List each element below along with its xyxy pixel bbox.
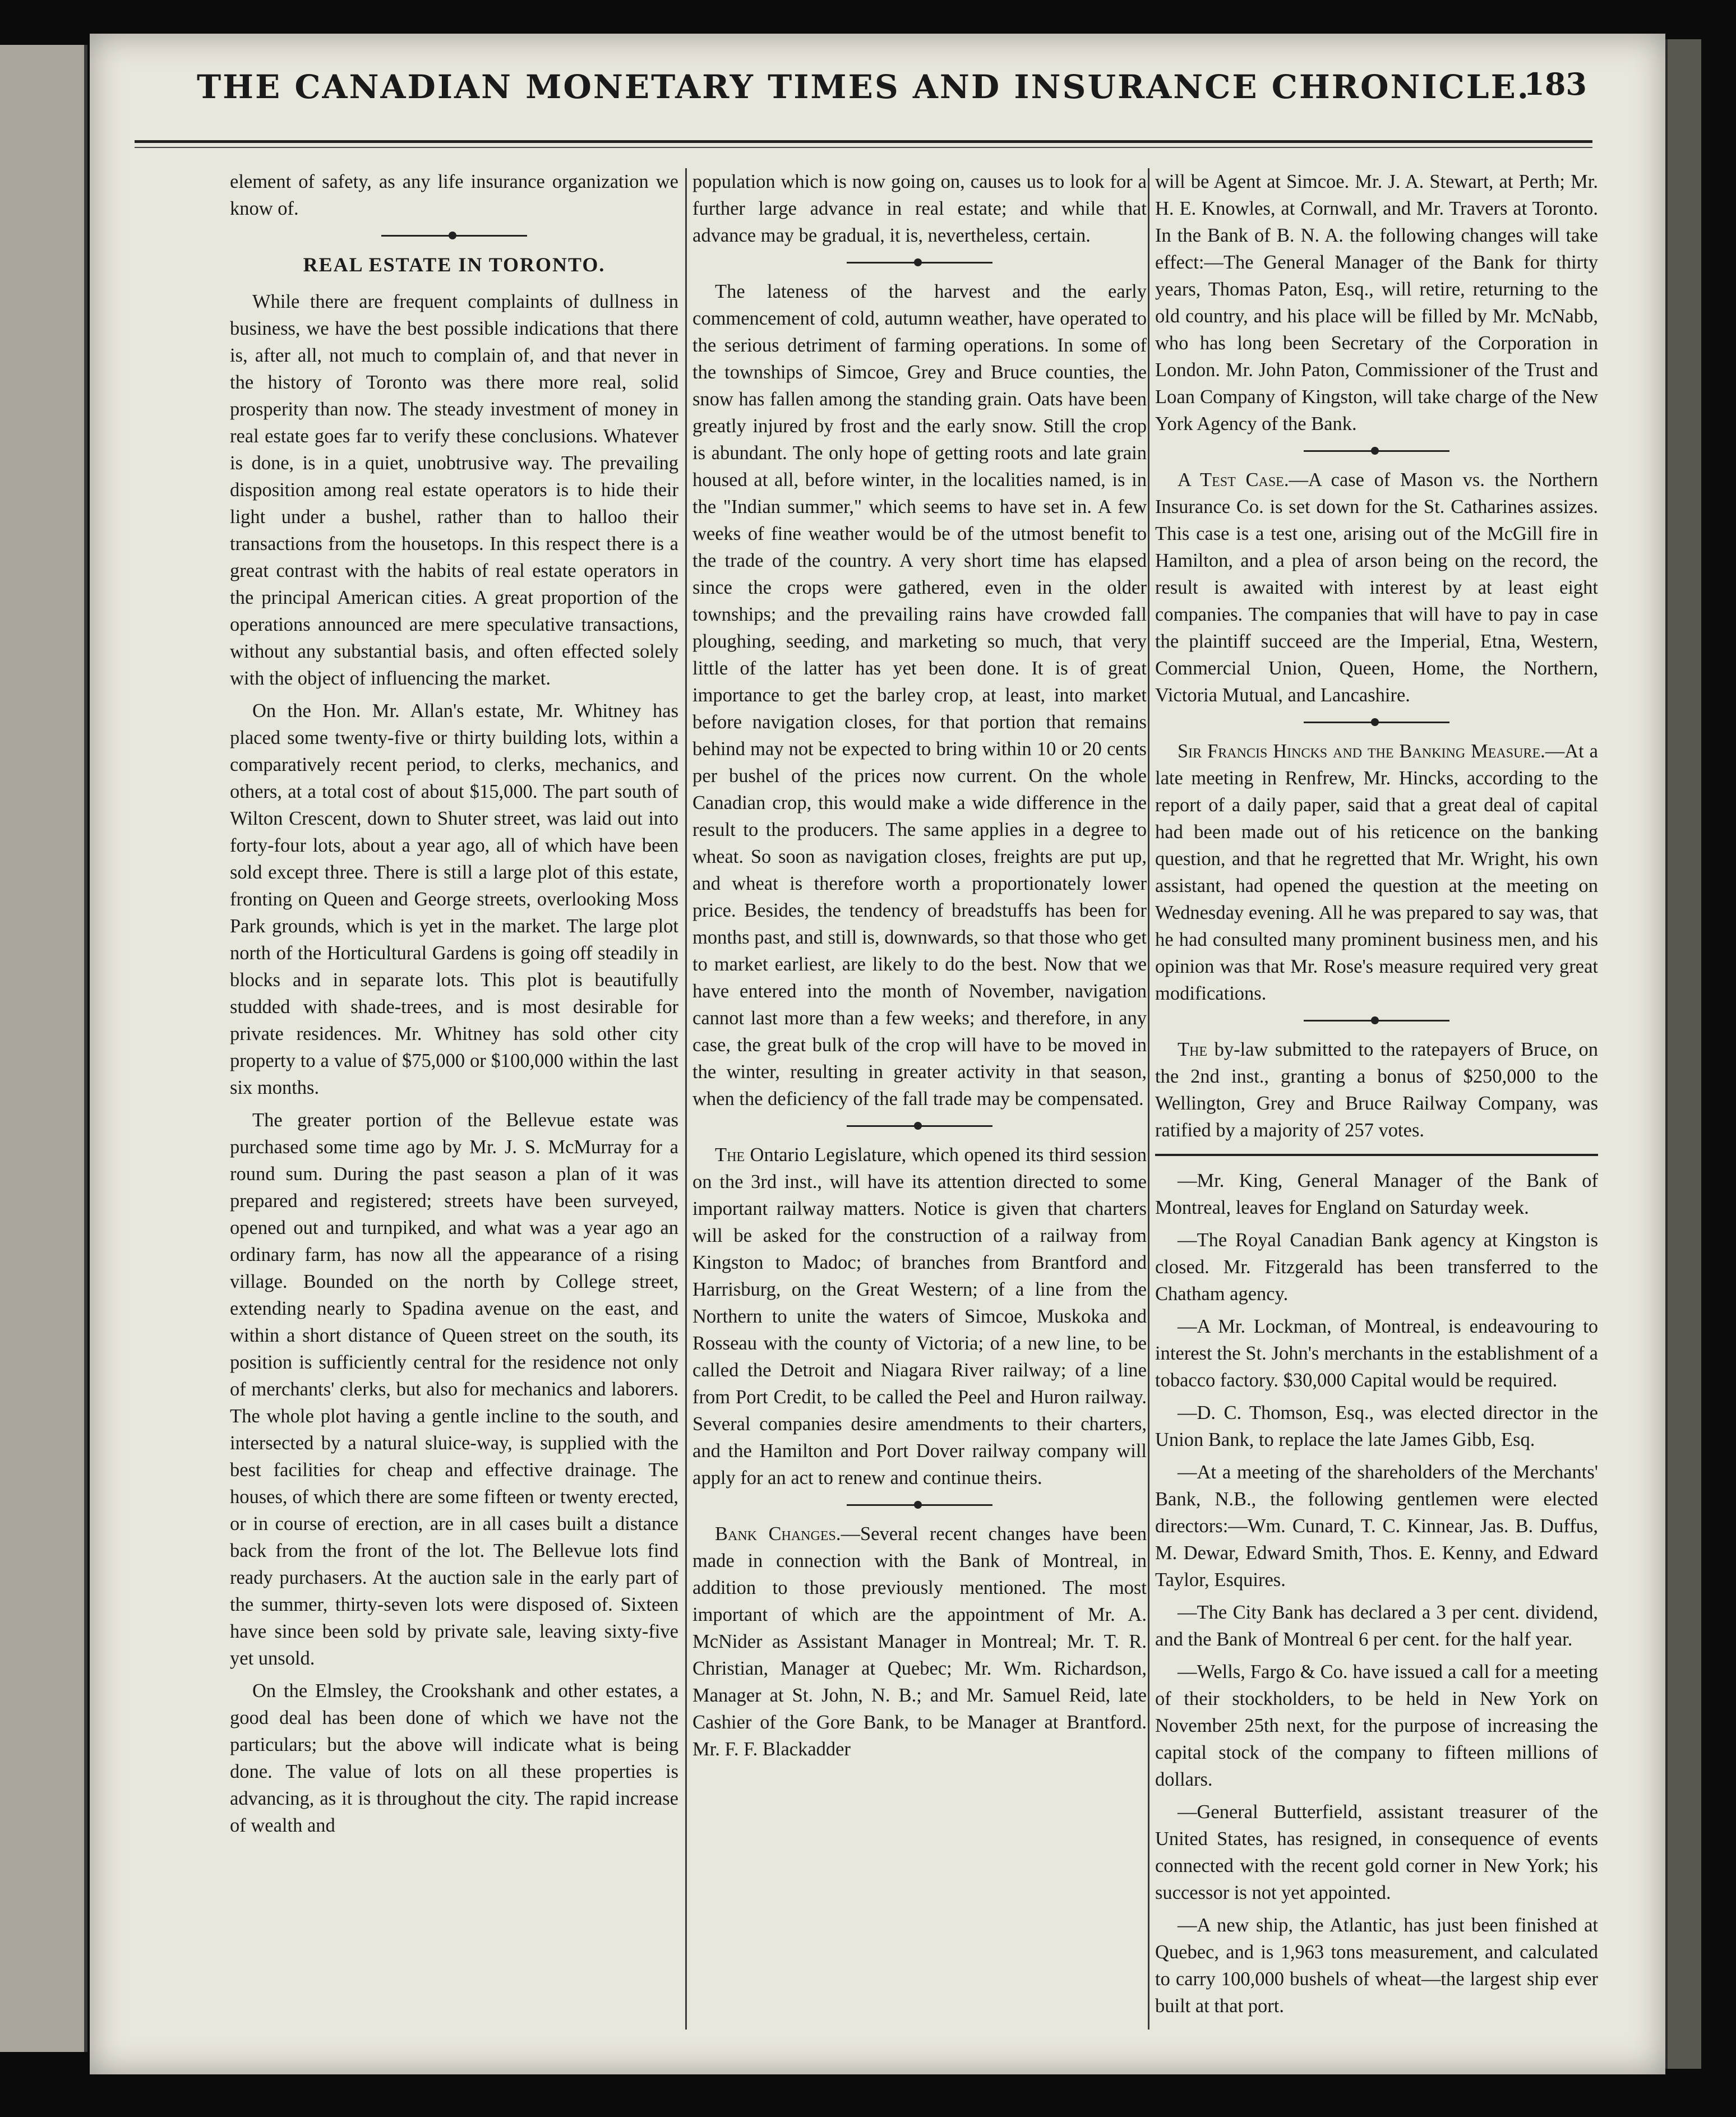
column-divider-1: [685, 168, 687, 2030]
lead-in: Bank Changes.: [715, 1523, 841, 1545]
paragraph-body: —Several recent changes have been made in connection with the Bank of Montreal, in addition to those previously mentioned. The most important of which are the appointment of Mr. A. McNider as Assistant Manager in Montreal; Mr. T. R. Christian, Manager at Quebec; Mr. Wm. Richardson, Manager at St. John, N. B.; and Mr. Samuel Reid, late Cashier of the Gore Bank, to be Manager at Brantford. Mr. F. F. Blackadder: [692, 1523, 1147, 1760]
paragraph-body: —A case of Mason vs. the Northern Insurance Co. is set down for the St. Catharines assizes. This case is a test one, arising out of the McGill fire in Hamilton, and a plea of arson being on the record, the result is awaited with interest by at least eight companies. The companies that will have to pay in case the plaintiff succeed are the Imperial, Etna, Western, Commercial Union, Queen, Home, the Northern, Victoria Mutual, and Lancashire.: [1155, 469, 1598, 706]
paragraph: On the Elmsley, the Crookshank and other estates, a good deal has been done of which we have not the particulars; but the above will indicate what is being done. The value of lots on all these properties is advancing, as it is throughout the city. The rapid increase of wealth and: [230, 1680, 678, 1836]
separator: [230, 230, 678, 241]
news-item: —Wells, Fargo & Co. have issued a call for a meeting of their stockholders, to be held in New York on November 25th next, for the purpose of increasing the capital stock of the company to fifteen millions of dollars.: [1155, 1661, 1598, 1790]
lead-in: Sir Francis Hincks and the Banking Measure.: [1178, 741, 1545, 762]
separator: [692, 257, 1147, 268]
news-item: —General Butterfield, assistant treasurer of the United States, has resigned, in consequence of events connected with the recent gold corner in New York; his successor is not yet appointed.: [1155, 1801, 1598, 1903]
column-divider-2: [1148, 168, 1149, 2030]
column-3: [1155, 168, 1598, 2041]
paragraph-body: by-law submitted to the ratepayers of Bruce, on the 2nd inst., granting a bonus of $250,000 to the Wellington, Grey and Bruce Railway Company, was ratified by a majority of 257 votes.: [1155, 1039, 1598, 1141]
news-item: —At a meeting of the shareholders of the Merchants' Bank, N.B., the following gentlemen were elected directors:—Wm. Cunard, T. C. Kinnear, Jas. B. Duffus, M. Dewar, Edward Smith, Thos. E. Kenny, and Edward Taylor, Esquires.: [1155, 1462, 1598, 1591]
paragraph: While there are frequent complaints of dullness in business, we have the best possible indications that there is, after all, not much to complain of, and that never in the history of Toronto was there more real, solid prosperity than now. The steady investment of money in real estate goes far to verify these conclusions. Whatever is done, is in a quiet, unobtrusive way. The prevailing disposition among real estate operators is to hide their light under a bushel, rather than to halloo their transactions from the housetops. In this respect there is a great contrast with the habits of real estate operators in the principal American cities. A great proportion of the operations announced are mere speculative transactions, without any substantial basis, and often effected solely with the object of influencing the market.: [230, 291, 678, 689]
paragraph: will be Agent at Simcoe. Mr. J. A. Stewart, at Perth; Mr. H. E. Knowles, at Cornwall, and Mr. Travers at Toronto. In the Bank of B. N. A. the following changes will take effect:—The General Manager of the Bank for thirty years, Thomas Paton, Esq., will retire, returning to the old country, and his place will be filled by Mr. McNabb, who has long been Secretary of the Corporation in London. Mr. John Paton, Commissioner of the Trust and Loan Company of Kingston, will take charge of the New York Agency of the Bank.: [1155, 171, 1598, 435]
paragraph: [1155, 1036, 1598, 1144]
paragraph: [1155, 738, 1598, 1007]
paragraph: population which is now going on, causes us to look for a further large advance in real estate; and while that advance may be gradual, it is, nevertheless, certain.: [692, 171, 1147, 246]
lead-in: The: [1178, 1039, 1208, 1060]
paragraph: [1155, 466, 1598, 709]
column-1: [230, 168, 678, 2041]
column-2: [692, 168, 1147, 2041]
news-item: —Mr. King, General Manager of the Bank of Montreal, leaves for England on Saturday week.: [1155, 1170, 1598, 1218]
page-header: [135, 56, 1592, 118]
separator: [1155, 717, 1598, 728]
paragraph: [692, 1141, 1147, 1491]
separator: [692, 1120, 1147, 1131]
right-page-edge: [1665, 39, 1701, 2069]
paragraph: [692, 1520, 1147, 1763]
news-item: —A Mr. Lockman, of Montreal, is endeavouring to interest the St. John's merchants in the establishment of a tobacco factory. $30,000 Capital would be required.: [1155, 1316, 1598, 1391]
page-title: THE CANADIAN MONETARY TIMES AND INSURANCE CHRONICLE.: [197, 68, 1530, 106]
news-item: —The Royal Canadian Bank agency at Kingston is closed. Mr. Fitzgerald has been transferred to the Chatham agency.: [1155, 1229, 1598, 1305]
paragraph-body: —At a late meeting in Renfrew, Mr. Hincks, according to the report of a daily paper, said that a great deal of capital had been made out of his reticence on the banking question, and that he regretted that Mr. Wright, his own assistant, had opened the question at the meeting on Wednesday evening. All he was prepared to say was, that he had consulted many prominent business men, and his opinion was that Mr. Rose's measure required very great modifications.: [1155, 741, 1598, 1004]
separator: [1155, 1015, 1598, 1026]
news-item: —D. C. Thomson, Esq., was elected director in the Union Bank, to replace the late James Gibb, Esq.: [1155, 1402, 1598, 1450]
lead-in: A Test Case.: [1178, 469, 1289, 491]
intro-text: element of safety, as any life insurance organization we know of.: [230, 171, 678, 219]
lead-in: The: [715, 1144, 745, 1166]
paragraph-body: Ontario Legislature, which opened its third session on the 3rd inst., will have its attention directed to some important railway matters. Notice is given that charters will be asked for the construction of a railway from Kingston to Madoc; of branches from Brantford and Harrisburg, on the Great Western; of a line from the Northern to unite the waters of Simcoe, Muskoka and Rosseau with the county of Victoria; of a new line, to be called the Detroit and Niagara River railway; of a line from Port Credit, to be called the Peel and Huron railway. Several companies desire amendments to their charters, and the Hamilton and Port Dover railway company will apply for an act to renew and continue theirs.: [692, 1144, 1147, 1489]
paragraph: The greater portion of the Bellevue estate was purchased some time ago by Mr. J. S. McMurray for a round sum. During the past season a plan of it was prepared and registered; streets have been surveyed, opened out and turnpiked, and what was a year ago an ordinary farm, has now all the appearance of a rising village. Bounded on the north by College street, extending nearly to Spadina avenue on the east, and within a short distance of Queen street on the south, its position is sufficiently central for the residence not only of merchants' clerks, but also for mechanics and laborers. The whole plot having a gentle incline to the south, and intersected by a natural sluice-way, is supplied with the best facilities for cheap and effective drainage. The houses, of which there are some fifteen or twenty erected, or in course of erection, are in all cases built a distance back from the front of the lot. The Bellevue lots find ready purchasers. At the auction sale in the early part of the summer, thirty-seven lots were disposed of. Sixteen have since been sold by private sale, leaving sixty-five yet unsold.: [230, 1110, 678, 1669]
header-rule: [135, 140, 1592, 143]
section-rule: [1155, 1154, 1598, 1156]
separator: [692, 1499, 1147, 1510]
left-page-edge: [0, 45, 87, 2052]
news-item: —A new ship, the Atlantic, has just been finished at Quebec, and is 1,963 tons measurement, and calculated to carry 100,000 bushels of wheat—the largest ship ever built at that port.: [1155, 1915, 1598, 2017]
header-rule-thin: [135, 147, 1592, 148]
paragraph: On the Hon. Mr. Allan's estate, Mr. Whitney has placed some twenty-five or thirty building lots, within a comparatively recent period, to clerks, mechanics, and others, at a total cost of about $15,000. The part south of Wilton Crescent, down to Shuter street, was laid out into forty-four lots, about a year ago, all of which have been sold except three. There is still a large plot of this estate, fronting on Queen and George streets, overlooking Moss Park grounds, which is yet in the market. The large plot north of the Horticultural Gardens is going off steadily in blocks and in separate lots. This plot is beautifully studded with shade-trees, and is most desirable for private residences. Mr. Whitney has sold other city property to a value of $75,000 or $100,000 within the last six months.: [230, 700, 678, 1098]
page-number: 183: [1523, 66, 1587, 102]
article-heading: REAL ESTATE IN TORONTO.: [303, 253, 606, 276]
separator: [1155, 445, 1598, 456]
news-item: —The City Bank has declared a 3 per cent. dividend, and the Bank of Montreal 6 per cent. for the half year.: [1155, 1602, 1598, 1650]
paragraph: The lateness of the harvest and the early commencement of cold, autumn weather, have operated to the serious detriment of farming operations. In some of the townships of Simcoe, Grey and Bruce counties, the snow has fallen among the standing grain. Oats have been greatly injured by frost and the early snow. Still the crop is abundant. The only hope of getting roots and late grain housed at all, before winter, in the localities named, is in the "Indian summer," which seems to have set in. A few weeks of fine weather would be of the utmost benefit to the trade of the country. A very short time has elapsed since the crops were gathered, even in the older townships; and the prevailing rains have crowded fall ploughing, seeding, and marketing so much, that very little of the latter has yet been done. It is of great importance to get the barley crop, at least, into market before navigation closes, for that portion that remains behind may not be expected to bring within 10 or 20 cents per bushel of the prices now current. On the whole Canadian crop, this would make a wide difference in the result to the producers. The same applies in a degree to wheat. So soon as navigation closes, freights are put up, and wheat is therefore worth a proportionately lower price. Besides, the tendency of breadstuffs has been for months past, and still is, downwards, so that those who get to market earliest, are likely to do the best. Now that we have entered into the month of November, navigation cannot last more than a few weeks; and therefore, in any case, the great bulk of the crop will have to be moved in the winter, resulting in greater activity in that season, when the deficiency of the fall trade may be compensated.: [692, 281, 1147, 1110]
